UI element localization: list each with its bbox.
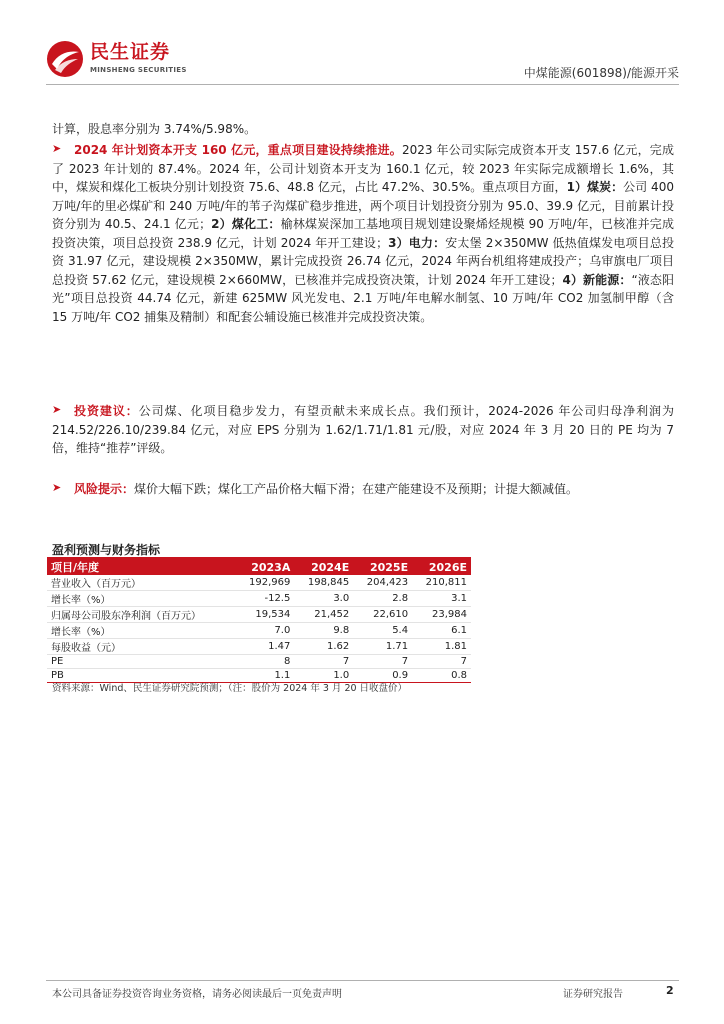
energy-label: 4）新能源：: [562, 272, 632, 287]
risk-text: 煤价大幅下跌；煤化工产品价格大幅下滑；在建产能建设不及预期；计提大额减值。: [134, 482, 579, 496]
table-cell: 7: [294, 655, 353, 669]
logo-english-name: MINSHENG SECURITIES: [90, 66, 187, 74]
table-header-row: [47, 559, 471, 575]
table-cell: 21,452: [294, 607, 353, 623]
table-cell: 归属母公司股东净利润（百万元）: [47, 607, 235, 623]
risk-heading: 风险提示：: [74, 482, 135, 496]
table-cell: 3.1: [412, 591, 471, 607]
intro-line: 计算，股息率分别为 3.74%/5.98%。: [52, 122, 257, 136]
logo-chinese-name: 民生证券: [90, 41, 171, 63]
table-cell: 210,811: [412, 575, 471, 591]
table-header-cell: 2026E: [412, 559, 471, 575]
table-cell: 1.71: [353, 639, 412, 655]
coal-text: 公司 400 万吨/年的里必煤矿和 240 万吨/年的苇子沟煤矿稳步推进，两个项目计划投资分别为 95.0、39.9 亿元，目前累计投资分别为 40.5、24.1 亿元；: [52, 180, 674, 231]
chem-label: 2）煤化工：: [211, 217, 281, 231]
table-row: [47, 655, 471, 669]
risk-bullet-icon: ➤: [52, 481, 62, 494]
table-cell: 1.1: [235, 669, 294, 683]
financial-table: [47, 559, 471, 683]
invest-heading: 投资建议：: [74, 404, 139, 418]
coal-label: 1）煤炭：: [566, 180, 624, 194]
table-cell: 每股收益（元）: [47, 639, 235, 655]
table-cell: 0.8: [412, 669, 471, 683]
table-source-note: 资料来源：Wind、民生证券研究院预测；（注：股价为 2024 年 3 月 20 日收盘价）: [52, 683, 408, 694]
chem-text: 榆林煤炭深加工基地项目规划建设聚烯烃规模 90 万吨/年，已核准并完成投资决策，项目总投资 238.9 亿元，计划 2024 年开工建设；: [52, 217, 674, 250]
footer-divider: [46, 980, 679, 981]
table-header-cell: 2023A: [235, 559, 294, 575]
table-cell: PB: [47, 669, 235, 683]
table-cell: 22,610: [353, 607, 412, 623]
capex-text: 2023 年公司实际完成资本开支 157.6 亿元，完成了 2023 年计划的 87.4%。2024 年，公司计划资本开支为 160.1 亿元，较 2023 年实际完成额增长 1.6%，其中，煤炭和煤化工板块分别计划投资 75.6、48.8 亿元，占比 47.2%、30.5%。重点项目方面，: [52, 143, 675, 194]
capex-bullet-icon: ➤: [52, 142, 62, 155]
risk-paragraph: [52, 480, 674, 499]
header-divider: [46, 84, 679, 85]
table-cell: 19,534: [235, 607, 294, 623]
table-row: [47, 639, 471, 655]
minsheng-logo-icon: [46, 40, 84, 78]
table-cell: 7.0: [235, 623, 294, 639]
table-cell: 8: [235, 655, 294, 669]
table-cell: 7: [353, 655, 412, 669]
table-cell: 1.47: [235, 639, 294, 655]
table-cell: 1.81: [412, 639, 471, 655]
power-text: 安太堡 2×350MW 低热值煤发电项目总投资 31.97 亿元，建设规模 2×350MW，累计完成投资 26.74 亿元，2024 年两台机组将建成投产；乌审旗电厂项目总投资 57.62 亿元，建设规模 2×660MW，已核准并完成投资决策，计划 2024 年开工建设；: [52, 235, 674, 287]
table-cell: 204,423: [353, 575, 412, 591]
table-cell: 7: [412, 655, 471, 669]
table-title: 盈利预测与财务指标: [52, 543, 161, 557]
invest-bullet-icon: ➤: [52, 403, 62, 416]
footer-report-type: 证券研究报告: [563, 989, 623, 1000]
table-row: [47, 607, 471, 623]
table-header-cell: 2025E: [353, 559, 412, 575]
table-cell: 198,845: [294, 575, 353, 591]
table-cell: 0.9: [353, 669, 412, 683]
table-cell: 9.8: [294, 623, 353, 639]
invest-paragraph: [52, 402, 674, 458]
table-cell: 1.0: [294, 669, 353, 683]
stock-label: 中煤能源(601898)/能源开采: [523, 66, 679, 80]
table-cell: 6.1: [412, 623, 471, 639]
table-cell: 192,969: [235, 575, 294, 591]
table-cell: -12.5: [235, 591, 294, 607]
table-cell: 23,984: [412, 607, 471, 623]
table-cell: 增长率（%）: [47, 591, 235, 607]
table-row: [47, 591, 471, 607]
energy-text: “液态阳光”项目总投资 44.74 亿元，新建 625MW 风光发电、2.1 万吨/年电解水制氢、10 万吨/年 CO2 加氢制甲醇（含 15 万吨/年 CO2 捕集及精制）和配套公辅设施已核准并完成投资决策。: [52, 272, 675, 324]
table-header-cell: 2024E: [294, 559, 353, 575]
capex-paragraph: [52, 141, 674, 326]
table-cell: 1.62: [294, 639, 353, 655]
table-cell: 增长率（%）: [47, 623, 235, 639]
table-cell: 5.4: [353, 623, 412, 639]
table-cell: 2.8: [353, 591, 412, 607]
table-header-cell: 项目/年度: [47, 559, 235, 575]
table-row: [47, 623, 471, 639]
table-cell: PE: [47, 655, 235, 669]
page-number: 2: [666, 984, 674, 997]
invest-text: 公司煤、化项目稳步发力，有望贡献未来成长点。我们预计，2024-2026 年公司归母净利润为 214.52/226.10/239.84 亿元，对应 EPS 分别为 1.62/1.71/1.81 元/股，对应 2024 年 3 月 20 日的 PE 均为 7 倍，维持“推荐”评级。: [52, 404, 674, 455]
table-cell: 营业收入（百万元）: [47, 575, 235, 591]
table-cell: 3.0: [294, 591, 353, 607]
capex-heading: 2024 年计划资本开支 160 亿元，重点项目建设持续推进。: [74, 143, 402, 157]
table-row: [47, 575, 471, 591]
power-label: 3）电力：: [388, 235, 446, 250]
footer-disclaimer: 本公司具备证券投资咨询业务资格，请务必阅读最后一页免责声明: [52, 989, 342, 1000]
